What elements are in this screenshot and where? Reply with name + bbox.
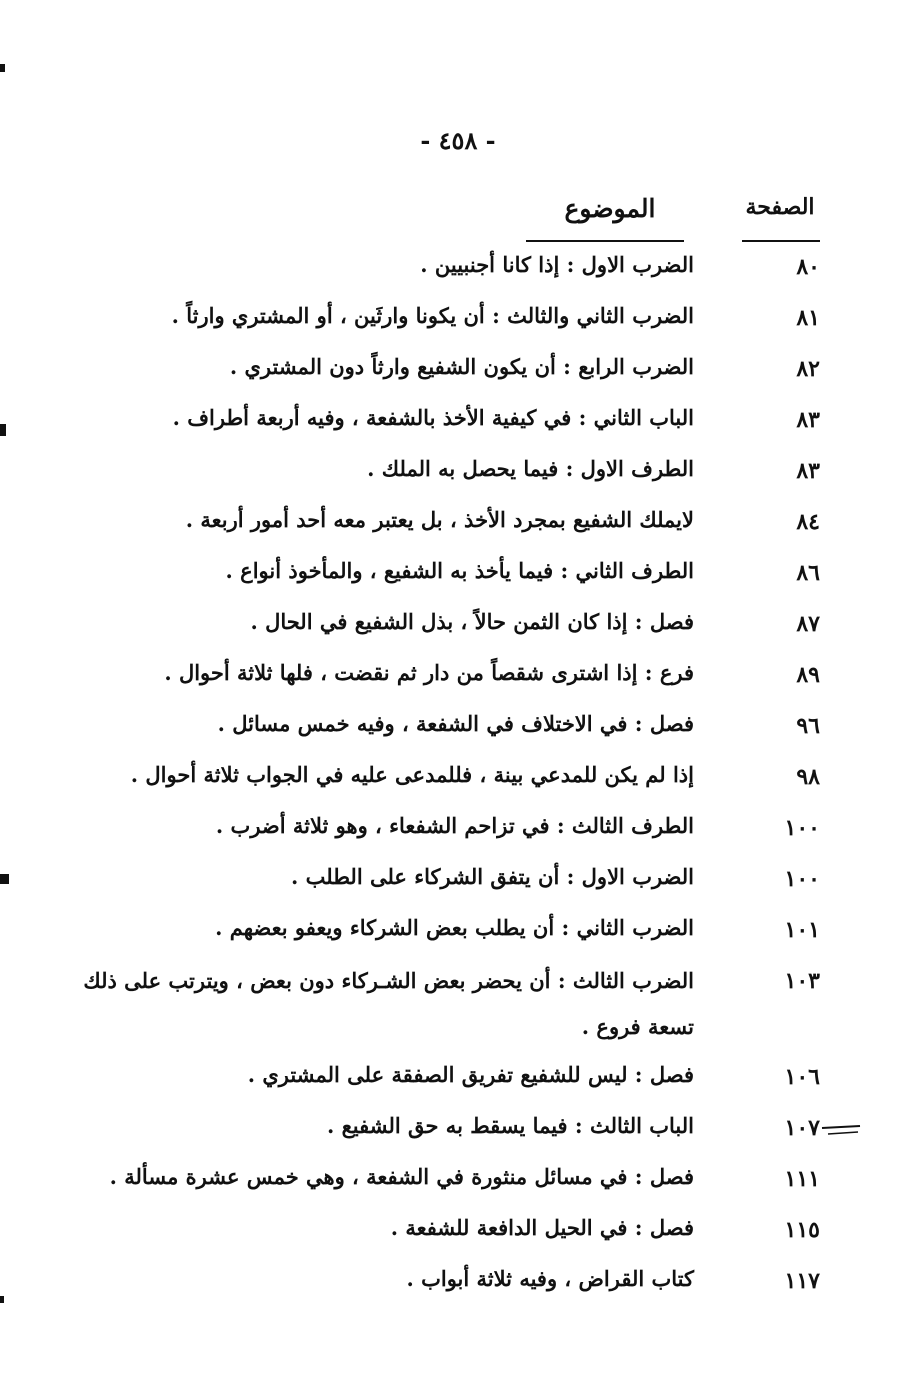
entry-page-number: ٨٠ [796,254,820,280]
scan-edge-mark [0,64,5,72]
entry-page-number: ١٠١ [784,917,820,943]
toc-entry [0,399,916,450]
toc-entry [0,807,916,858]
entry-page-number: ٩٨ [796,764,820,790]
toc-entry [0,246,916,297]
column-header-topic: الموضوع [564,194,656,223]
entry-topic: الباب الثاني : في كيفية الأخذ بالشفعة ، وفيه أربعة أطراف . [172,405,694,430]
toc-entry [0,1056,916,1107]
toc-entry [0,1260,916,1311]
toc-entry [0,450,916,501]
entry-page-number: ١٠٠ [784,815,820,841]
entry-topic: الطرف الاول : فيما يحصل به الملك . [367,456,694,481]
entry-page-number: ٨٦ [796,560,820,586]
entry-topic: كتاب القراض ، وفيه ثلاثة أبواب . [406,1266,694,1291]
entry-topic: فصل : ليس للشفيع تفريق الصفقة على المشتري . [247,1062,694,1087]
entry-page-number: ٨٣ [796,407,820,433]
entry-page-number: ٩٦ [796,713,820,739]
entry-topic: إذا لم يكن للمدعي بينة ، فللمدعى عليه في الجواب ثلاثة أحوال . [130,762,694,787]
entry-page-number: ١٠٣ [784,968,820,994]
entry-topic: الضرب الاول : إذا كانا أجنبيين . [420,252,694,277]
entry-page-number: ١٠٦ [784,1064,820,1090]
handwritten-mark-icon [820,1123,862,1137]
toc-entry [0,1158,916,1209]
toc-entry [0,348,916,399]
toc-entry [0,297,916,348]
entry-page-number: ٨٩ [796,662,820,688]
entry-topic: فصل : في الاختلاف في الشفعة ، وفيه خمس مسائل . [217,711,694,736]
entry-page-number: ٨٧ [796,611,820,637]
toc-entry [0,960,916,1056]
entry-topic: الطرف الثالث : في تزاحم الشفعاء ، وهو ثلاثة أضرب . [215,813,694,838]
entry-page-number: ١٠٠ [784,866,820,892]
toc-entry [0,909,916,960]
toc-entry [0,1107,916,1158]
toc-entry [0,603,916,654]
toc-entry [0,858,916,909]
toc-entry [0,501,916,552]
table-of-contents [0,246,916,1311]
entry-topic: الطرف الثاني : فيما يأخذ به الشفيع ، والمأخوذ أنواع . [225,558,694,583]
entry-topic: الضرب الاول : أن يتفق الشركاء على الطلب . [291,864,694,889]
entry-topic: فرع : إذا اشترى شقصاً من دار ثم نقضت ، فلها ثلاثة أحوال . [164,660,694,685]
entry-topic: فصل : في مسائل منثورة في الشفعة ، وهي خمس عشرة مسألة . [109,1164,694,1189]
entry-page-number: ٨١ [796,305,820,331]
header-underline-page [742,240,820,242]
page-number: - ٤٥٨ - [420,126,496,155]
entry-page-number: ٨٤ [796,509,820,535]
entry-page-number: ١١١ [784,1166,820,1192]
toc-entry [0,552,916,603]
entry-topic: الضرب الثاني : أن يطلب بعض الشركاء ويعفو بعضهم . [215,915,694,940]
toc-entry [0,654,916,705]
entry-topic: فصل : إذا كان الثمن حالاً ، بذل الشفيع في الحال . [250,609,694,634]
entry-topic: فصل : في الحيل الدافعة للشفعة . [390,1215,694,1240]
entry-topic: الضرب الرابع : أن يكون الشفيع وارثاً دون المشتري . [229,354,694,379]
entry-page-number: ١٠٧ [784,1115,820,1141]
column-header-page: الصفحة [745,194,815,220]
entry-topic: الضرب الثالث : أن يحضر بعض الشـركاء دون بعض ، ويترتب على ذلك تسعة فروع . [83,968,694,1039]
entry-page-number: ١١٧ [784,1268,820,1294]
header-underline-topic [526,240,684,242]
entry-page-number: ٨٣ [796,458,820,484]
entry-topic: الضرب الثاني والثالث : أن يكونا وارثَين ، أو المشتري وارثاً . [171,303,694,328]
entry-page-number: ١١٥ [784,1217,820,1243]
toc-entry [0,705,916,756]
entry-topic: الباب الثالث : فيما يسقط به حق الشفيع . [326,1113,694,1138]
entry-topic: لايملك الشفيع بمجرد الأخذ ، بل يعتبر معه أحد أمور أربعة . [185,507,694,532]
entry-page-number: ٨٢ [796,356,820,382]
toc-entry [0,1209,916,1260]
toc-entry [0,756,916,807]
